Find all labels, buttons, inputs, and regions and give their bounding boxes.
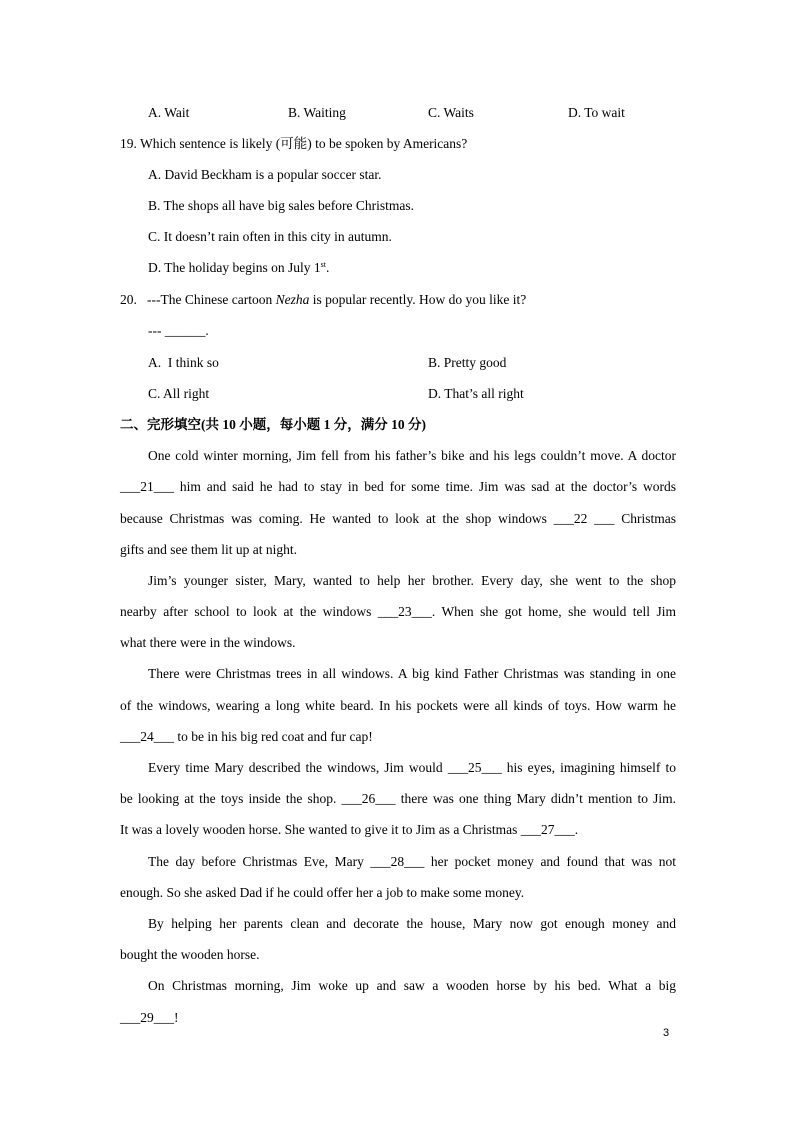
- q20-option-d[interactable]: D. That’s all right: [428, 386, 524, 401]
- passage-line-6: nearby after school to look at the windows ___23___. When she got home, she would tell Jim: [120, 604, 676, 619]
- q20-option-a[interactable]: A. I think so: [148, 355, 219, 370]
- q18-option-a[interactable]: A. Wait: [148, 105, 190, 120]
- passage-line-5: Jim’s younger sister, Mary, wanted to help her brother. Every day, she went to the shop: [148, 573, 676, 588]
- passage-line-1: One cold winter morning, Jim fell from his father’s bike and his legs couldn’t move. A doctor: [148, 448, 676, 463]
- passage-line-19: ___29___!: [120, 1010, 179, 1025]
- q19-option-d[interactable]: [148, 259, 329, 277]
- q20-option-c[interactable]: C. All right: [148, 386, 210, 401]
- q19-option-b[interactable]: B. The shops all have big sales before Christmas.: [148, 198, 414, 213]
- q19-option-c[interactable]: C. It doesn’t rain often in this city in autumn.: [148, 229, 392, 244]
- q19-option-d-end: .: [325, 260, 330, 275]
- passage-line-15: enough. So she asked Dad if he could offer her a job to make some money.: [120, 885, 525, 900]
- passage-line-8: There were Christmas trees in all windows. A big kind Father Christmas was standing in one: [148, 666, 676, 681]
- passage-line-14: The day before Christmas Eve, Mary ___28___ her pocket money and found that was not: [148, 854, 676, 869]
- passage-line-18: On Christmas morning, Jim woke up and saw a wooden horse by his bed. What a big: [148, 978, 676, 993]
- passage-line-16: By helping her parents clean and decorate the house, Mary now got enough money and: [148, 916, 676, 931]
- passage-line-11: Every time Mary described the windows, Jim would ___25___ his eyes, imagining himself to: [148, 760, 676, 775]
- passage-line-2: ___21___ him and said he had to stay in bed for some time. Jim was sad at the doctor’s words: [120, 479, 676, 494]
- q19-stem: 19. Which sentence is likely (可能) to be spoken by Americans?: [120, 136, 468, 151]
- q20-stem: [120, 291, 526, 309]
- q20-option-b[interactable]: B. Pretty good: [428, 355, 507, 370]
- passage-line-3: because Christmas was coming. He wanted to look at the shop windows ___22 ___ Christmas: [120, 511, 676, 526]
- q20-stem-italic: Nezha: [275, 292, 310, 307]
- q19-option-d-text: D. The holiday begins on July 1: [148, 260, 321, 275]
- q18-option-b[interactable]: B. Waiting: [288, 105, 346, 120]
- section2-heading: 二、完形填空(共 10 小题，每小题 1 分，满分 10 分): [120, 417, 426, 432]
- q18-option-d[interactable]: D. To wait: [568, 105, 625, 120]
- q18-option-c[interactable]: C. Waits: [428, 105, 474, 120]
- passage-line-7: what there were in the windows.: [120, 635, 296, 650]
- passage-line-10: ___24___ to be in his big red coat and fur cap!: [120, 729, 373, 744]
- passage-line-13: It was a lovely wooden horse. She wanted to give it to Jim as a Christmas ___27___.: [120, 822, 579, 837]
- passage-line-9: of the windows, wearing a long white beard. In his pockets were all kinds of toys. How warm he: [120, 698, 676, 713]
- passage-line-12: be looking at the toys inside the shop. ___26___ there was one thing Mary didn’t mention to Jim.: [120, 791, 676, 806]
- page-number: 3: [663, 1027, 670, 1039]
- passage-line-17: bought the wooden horse.: [120, 947, 260, 962]
- q20-answer-line: --- ______.: [148, 323, 209, 338]
- passage-line-4: gifts and see them lit up at night.: [120, 542, 297, 557]
- q20-stem-pre: 20. ---The Chinese cartoon: [120, 292, 276, 307]
- q19-option-a[interactable]: A. David Beckham is a popular soccer star.: [148, 167, 382, 182]
- q20-stem-post: is popular recently. How do you like it?: [309, 292, 527, 307]
- q19-option-d-sup: st: [320, 260, 326, 269]
